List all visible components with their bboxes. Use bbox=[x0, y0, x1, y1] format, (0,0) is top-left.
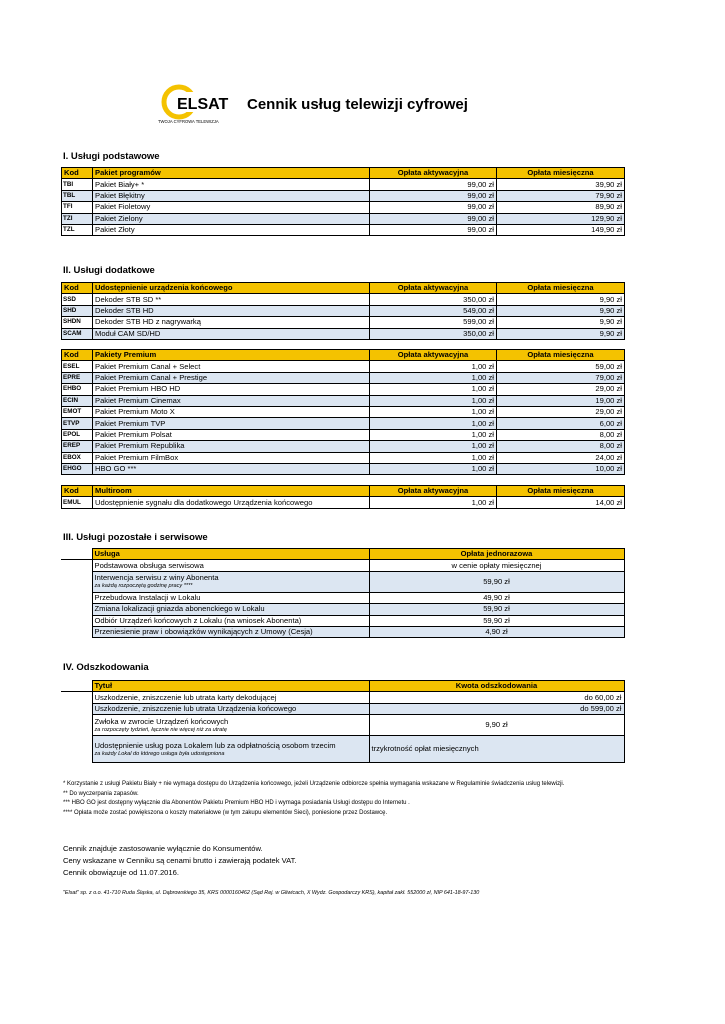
code-cell: TBL bbox=[62, 190, 93, 201]
price-cell: 59,90 zł bbox=[369, 604, 624, 615]
header-price: Kwota odszkodowania bbox=[369, 681, 624, 692]
name-cell: Moduł CAM SD/HD bbox=[93, 328, 370, 339]
activation-cell: 1,00 zł bbox=[370, 441, 497, 452]
name-cell bbox=[92, 615, 369, 626]
monthly-cell: 89,90 zł bbox=[497, 202, 625, 213]
service-name: Podstawowa obsługa serwisowa bbox=[94, 560, 204, 570]
name-cell: Pakiet Premium Canal + Select bbox=[93, 361, 370, 372]
monthly-cell: 9,90 zł bbox=[497, 317, 625, 328]
header-blank bbox=[61, 549, 92, 560]
price-cell: 9,90 zł bbox=[369, 715, 624, 736]
header-name: Udostępnienie urządzenia końcowego bbox=[93, 283, 370, 294]
blank-cell bbox=[61, 571, 92, 592]
blank-cell bbox=[61, 626, 92, 637]
table-row bbox=[62, 429, 625, 440]
activation-cell: 350,00 zł bbox=[370, 328, 497, 339]
note-line: Cennik obowiązuje od 11.07.2016. bbox=[63, 868, 179, 877]
header-name: Usługa bbox=[92, 549, 369, 560]
table-row bbox=[62, 328, 625, 339]
table-header-row bbox=[61, 549, 624, 560]
activation-cell: 549,00 zł bbox=[370, 305, 497, 316]
monthly-cell: 10,00 zł bbox=[497, 463, 625, 474]
table-row bbox=[62, 190, 625, 201]
name-cell: Dekoder STB HD z nagrywarką bbox=[93, 317, 370, 328]
table-row bbox=[62, 406, 625, 417]
price-cell: 49,90 zł bbox=[369, 592, 624, 603]
premium-table bbox=[61, 349, 625, 475]
activation-cell: 350,00 zł bbox=[370, 294, 497, 305]
name-cell bbox=[92, 626, 369, 637]
price-cell: 59,90 zł bbox=[369, 571, 624, 592]
header-monthly: Opłata miesięczna bbox=[497, 486, 625, 497]
activation-cell: 99,00 zł bbox=[370, 179, 497, 190]
section-title-additional: II. Usługi dodatkowe bbox=[63, 265, 155, 276]
monthly-cell: 149,90 zł bbox=[497, 224, 625, 235]
blank-cell bbox=[61, 692, 92, 703]
table-row bbox=[62, 497, 625, 508]
price-cell: 4,90 zł bbox=[369, 626, 624, 637]
header-name: Pakiet programów bbox=[93, 168, 370, 179]
blank-cell bbox=[61, 703, 92, 714]
code-cell: TFI bbox=[62, 202, 93, 213]
monthly-cell: 9,90 zł bbox=[497, 294, 625, 305]
table-row bbox=[61, 715, 624, 736]
activation-cell: 1,00 zł bbox=[370, 452, 497, 463]
activation-cell: 1,00 zł bbox=[370, 361, 497, 372]
code-cell: ETVP bbox=[62, 418, 93, 429]
table-row bbox=[62, 317, 625, 328]
name-cell bbox=[92, 736, 369, 763]
monthly-cell: 39,90 zł bbox=[497, 179, 625, 190]
activation-cell: 99,00 zł bbox=[370, 202, 497, 213]
footnotes bbox=[63, 780, 623, 818]
table-header-row bbox=[62, 283, 625, 294]
section-title-compensation: IV. Odszkodowania bbox=[63, 662, 149, 673]
blank-cell bbox=[61, 715, 92, 736]
service-name: Interwencja serwisu z winy Abonenta bbox=[94, 573, 219, 583]
name-cell bbox=[92, 703, 369, 714]
name-cell bbox=[92, 604, 369, 615]
note-line: Ceny wskazane w Cenniku są cenami brutto i zawierają podatek VAT. bbox=[63, 856, 297, 865]
note-line: Cennik znajduje zastosowanie wyłącznie do Konsumentów. bbox=[63, 844, 263, 853]
company-info: "Elsat" sp. z o.o. 41-710 Ruda Śląska, ul. Dąbrowskiego 35, KRS 0000160462 (Sąd Rej. w Gliwicach, X Wydz. Gospodarczy KRS), kapitał zakł. 552000 zł, NIP 641-18-97-130 bbox=[63, 890, 480, 896]
activation-cell: 99,00 zł bbox=[370, 213, 497, 224]
table-row bbox=[61, 592, 624, 603]
activation-cell: 1,00 zł bbox=[370, 384, 497, 395]
table-row bbox=[62, 213, 625, 224]
header-code: Kod bbox=[62, 283, 93, 294]
header-activation: Opłata aktywacyjna bbox=[370, 283, 497, 294]
table-row bbox=[61, 560, 624, 571]
name-cell: Pakiet Błękitny bbox=[93, 190, 370, 201]
basic-table bbox=[61, 167, 625, 236]
table-header-row bbox=[62, 168, 625, 179]
devices-table bbox=[61, 282, 625, 340]
name-cell: Pakiet Premium Republika bbox=[93, 441, 370, 452]
table-row bbox=[62, 384, 625, 395]
service-note: za rozpoczęty tydzień, łącznie nie więcej niż za utratę bbox=[94, 726, 227, 733]
activation-cell: 1,00 zł bbox=[370, 406, 497, 417]
header-activation: Opłata aktywacyjna bbox=[370, 486, 497, 497]
monthly-cell: 79,00 zł bbox=[497, 372, 625, 383]
monthly-cell: 79,90 zł bbox=[497, 190, 625, 201]
name-cell: Pakiet Premium Polsat bbox=[93, 429, 370, 440]
service-name: Uszkodzenie, zniszczenie lub utrata karty dekodującej bbox=[94, 692, 277, 702]
table-row bbox=[61, 571, 624, 592]
header-name: Multiroom bbox=[93, 486, 370, 497]
service-note: za każdy Lokal do którego usługa była udostępniona bbox=[94, 750, 225, 757]
activation-cell: 1,00 zł bbox=[370, 429, 497, 440]
activation-cell: 599,00 zł bbox=[370, 317, 497, 328]
notes bbox=[63, 843, 297, 879]
code-cell: SHD bbox=[62, 305, 93, 316]
monthly-cell: 29,00 zł bbox=[497, 384, 625, 395]
activation-cell: 99,00 zł bbox=[370, 190, 497, 201]
header-monthly: Opłata miesięczna bbox=[497, 283, 625, 294]
code-cell: ECIN bbox=[62, 395, 93, 406]
code-cell: TZI bbox=[62, 213, 93, 224]
multiroom-table bbox=[61, 485, 625, 509]
name-cell: Pakiet Premium Moto X bbox=[93, 406, 370, 417]
activation-cell: 1,00 zł bbox=[370, 418, 497, 429]
table-row bbox=[61, 703, 624, 714]
header-price: Opłata jednorazowa bbox=[369, 549, 624, 560]
blank-cell bbox=[61, 615, 92, 626]
price-cell: do 599,00 zł bbox=[369, 703, 624, 714]
table-row bbox=[62, 452, 625, 463]
header-monthly: Opłata miesięczna bbox=[497, 350, 625, 361]
name-cell: Pakiet Premium TVP bbox=[93, 418, 370, 429]
header-name: Tytuł bbox=[92, 681, 369, 692]
activation-cell: 1,00 zł bbox=[370, 463, 497, 474]
monthly-cell: 6,00 zł bbox=[497, 418, 625, 429]
header-code: Kod bbox=[62, 350, 93, 361]
header-code: Kod bbox=[62, 168, 93, 179]
logo-tagline: TWOJA CYFROWA TELEWIZJA bbox=[158, 119, 219, 124]
table-row bbox=[62, 441, 625, 452]
name-cell: Udostępnienie sygnału dla dodatkowego Urządzenia końcowego bbox=[93, 497, 370, 508]
service-name: Zwłoka w zwrocie Urządzeń końcowych bbox=[94, 716, 229, 726]
name-cell: Pakiet Zielony bbox=[93, 213, 370, 224]
code-cell: EHBO bbox=[62, 384, 93, 395]
code-cell: EBOX bbox=[62, 452, 93, 463]
code-cell: ESEL bbox=[62, 361, 93, 372]
price-cell: do 60,00 zł bbox=[369, 692, 624, 703]
name-cell bbox=[92, 592, 369, 603]
blank-cell bbox=[61, 736, 92, 763]
table-row bbox=[61, 692, 624, 703]
header-code: Kod bbox=[62, 486, 93, 497]
footnote: **** Opłata może zostać powiększona o koszty materiałowe (w tym zakupu elementów Sieci), poniesione przez Dostawcę. bbox=[63, 809, 388, 816]
price-cell: trzykrotność opłat miesięcznych bbox=[369, 736, 624, 763]
activation-cell: 1,00 zł bbox=[370, 372, 497, 383]
name-cell: HBO GO *** bbox=[93, 463, 370, 474]
monthly-cell: 8,00 zł bbox=[497, 429, 625, 440]
name-cell: Pakiet Premium HBO HD bbox=[93, 384, 370, 395]
activation-cell: 99,00 zł bbox=[370, 224, 497, 235]
footnote: *** HBO GO jest dostępny wyłącznie dla Abonentów Pakietu Premium HBO HD i wymaga posiadania Usługi dostępu do Internetu . bbox=[63, 800, 410, 807]
name-cell: Pakiet Biały+ * bbox=[93, 179, 370, 190]
name-cell: Dekoder STB HD bbox=[93, 305, 370, 316]
code-cell: EPRE bbox=[62, 372, 93, 383]
table-row bbox=[62, 179, 625, 190]
code-cell: SHDN bbox=[62, 317, 93, 328]
name-cell: Pakiet Złoty bbox=[93, 224, 370, 235]
code-cell: TBI bbox=[62, 179, 93, 190]
name-cell: Pakiet Fioletowy bbox=[93, 202, 370, 213]
header-activation: Opłata aktywacyjna bbox=[370, 168, 497, 179]
name-cell: Dekoder STB SD ** bbox=[93, 294, 370, 305]
table-header-row bbox=[62, 486, 625, 497]
blank-cell bbox=[61, 560, 92, 571]
monthly-cell: 9,90 zł bbox=[497, 328, 625, 339]
monthly-cell: 19,00 zł bbox=[497, 395, 625, 406]
table-row bbox=[62, 294, 625, 305]
logo-text: ELSAT bbox=[177, 96, 229, 113]
section-title-services: III. Usługi pozostałe i serwisowe bbox=[63, 532, 208, 543]
footnote: * Korzystanie z usługi Pakietu Biały + nie wymaga dostępu do Urządzenia końcowego, jeżeli Urządzenie odbiorcze spełnia wymagania wskazane w Regulaminie świadczenia usług telewizji. bbox=[63, 781, 565, 787]
price-cell: 59,90 zł bbox=[369, 615, 624, 626]
compensation-table bbox=[61, 680, 625, 763]
monthly-cell: 24,00 zł bbox=[497, 452, 625, 463]
service-name: Udostępnienie usług poza Lokalem lub za odpłatnością osobom trzecim bbox=[94, 740, 336, 750]
name-cell bbox=[92, 715, 369, 736]
header-activation: Opłata aktywacyjna bbox=[370, 350, 497, 361]
table-row bbox=[61, 615, 624, 626]
elsat-logo bbox=[157, 84, 233, 128]
table-header-row bbox=[61, 681, 624, 692]
activation-cell: 1,00 zł bbox=[370, 497, 497, 508]
table-row bbox=[62, 463, 625, 474]
table-row bbox=[62, 395, 625, 406]
monthly-cell: 9,90 zł bbox=[497, 305, 625, 316]
price-cell: w cenie opłaty miesięcznej bbox=[369, 560, 624, 571]
monthly-cell: 14,00 zł bbox=[497, 497, 625, 508]
code-cell: EMOT bbox=[62, 406, 93, 417]
name-cell: Pakiet Premium Cinemax bbox=[93, 395, 370, 406]
header-blank bbox=[61, 681, 92, 692]
section-title-basic: I. Usługi podstawowe bbox=[63, 151, 160, 162]
service-note: za każdą rozpoczętą godzinę pracy **** bbox=[94, 583, 193, 590]
table-row bbox=[62, 305, 625, 316]
code-cell: EHGO bbox=[62, 463, 93, 474]
table-row bbox=[61, 736, 624, 763]
footnote: ** Do wyczerpania zapasów. bbox=[63, 790, 139, 797]
code-cell: SCAM bbox=[62, 328, 93, 339]
name-cell bbox=[92, 571, 369, 592]
page-title: Cennik usług telewizji cyfrowej bbox=[247, 96, 468, 113]
code-cell: SSD bbox=[62, 294, 93, 305]
code-cell: EREP bbox=[62, 441, 93, 452]
table-header-row bbox=[62, 350, 625, 361]
service-name: Uszkodzenie, zniszczenie lub utrata Urządzenia końcowego bbox=[94, 703, 297, 713]
blank-cell bbox=[61, 604, 92, 615]
table-row bbox=[62, 361, 625, 372]
services-table bbox=[61, 548, 625, 638]
table-row bbox=[62, 418, 625, 429]
monthly-cell: 8,00 zł bbox=[497, 441, 625, 452]
code-cell: EPOL bbox=[62, 429, 93, 440]
code-cell: EMUL bbox=[62, 497, 93, 508]
service-name: Zmiana lokalizacji gniazda abonenckiego w Lokalu bbox=[94, 604, 265, 614]
table-row bbox=[61, 604, 624, 615]
name-cell: Pakiet Premium FilmBox bbox=[93, 452, 370, 463]
monthly-cell: 59,00 zł bbox=[497, 361, 625, 372]
name-cell bbox=[92, 692, 369, 703]
table-row bbox=[61, 626, 624, 637]
monthly-cell: 29,00 zł bbox=[497, 406, 625, 417]
activation-cell: 1,00 zł bbox=[370, 395, 497, 406]
service-name: Odbiór Urządzeń końcowych z Lokalu (na wniosek Abonenta) bbox=[94, 615, 302, 625]
name-cell: Pakiet Premium Canal + Prestige bbox=[93, 372, 370, 383]
table-row bbox=[62, 202, 625, 213]
table-row bbox=[62, 372, 625, 383]
code-cell: TZL bbox=[62, 224, 93, 235]
service-name: Przeniesienie praw i obowiązków wynikających z Umowy (Cesja) bbox=[94, 627, 313, 637]
header-name: Pakiety Premium bbox=[93, 350, 370, 361]
header-monthly: Opłata miesięczna bbox=[497, 168, 625, 179]
name-cell bbox=[92, 560, 369, 571]
monthly-cell: 129,90 zł bbox=[497, 213, 625, 224]
service-name: Przebudowa Instalacji w Lokalu bbox=[94, 592, 201, 602]
blank-cell bbox=[61, 592, 92, 603]
table-row bbox=[62, 224, 625, 235]
